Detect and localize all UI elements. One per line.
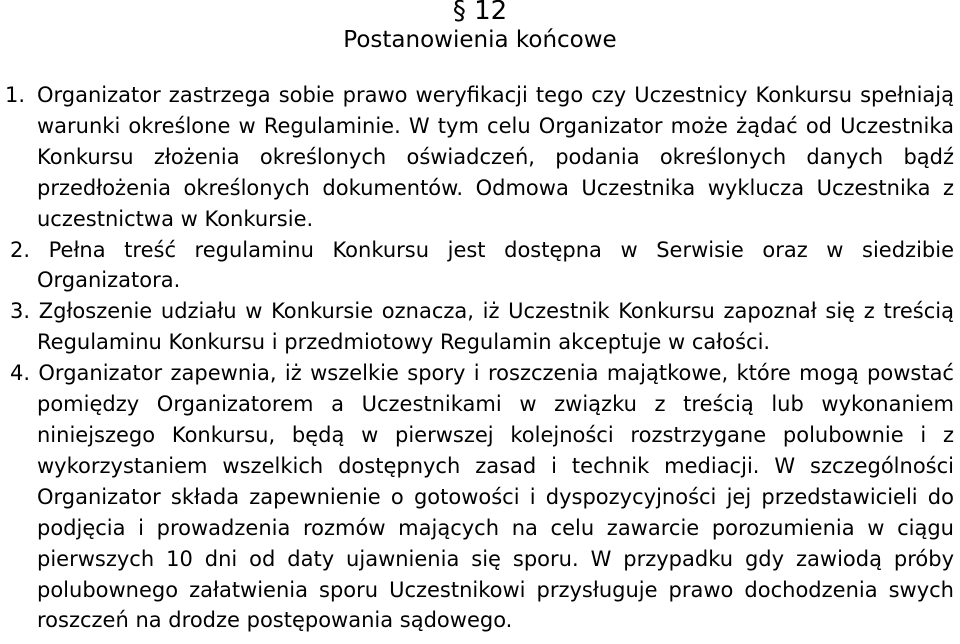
clause-number: 2. bbox=[10, 237, 31, 262]
clause-wrap bbox=[0, 235, 954, 297]
clause-text: Pełna treść regulaminu Konkursu jest dostępna w Serwisie oraz w siedzibie Organizatora. bbox=[37, 237, 954, 293]
clause-4 bbox=[0, 358, 960, 636]
clause-number: 3. bbox=[10, 299, 31, 324]
clause-1 bbox=[0, 80, 960, 235]
clause-number: 4. bbox=[10, 361, 31, 386]
clause-wrap bbox=[0, 358, 954, 636]
section-title: Postanowienia końcowe bbox=[343, 27, 617, 53]
clause-text: Zgłoszenie udziału w Konkursie oznacza, iż Uczestnik Konkursu zapoznał się z treścią Regulaminu Konkursu i przedmiotowy Regulamin akceptuje w całości. bbox=[37, 299, 954, 355]
section-number: § 12 bbox=[452, 0, 508, 26]
clause-number: 1. bbox=[5, 83, 26, 107]
clause-text: Organizator zastrzega sobie prawo weryfikacji tego czy Uczestnicy Konkursu spełniają warunki określone w Regulaminie. W tym celu Organizator może żądać od Uczestnika Konkursu złożenia określonych oświadczeń, podania określonych danych bądź przedłożenia określonych dokumentów. Odmowa Uczestnika wyklucza Uczestnika z uczestnictwa w Konkursie. bbox=[37, 83, 954, 231]
clause-3 bbox=[0, 296, 960, 358]
clause-wrap bbox=[0, 296, 954, 358]
clauses-list bbox=[0, 80, 960, 636]
clause-2 bbox=[0, 235, 960, 297]
clause-text: Organizator zapewnia, iż wszelkie spory i roszczenia majątkowe, które mogą powstać pomiędzy Organizatorem a Uczestnikami w związku z treścią lub wykonaniem niniejszego Konkursu, będą w pierwszej kolejności rozstrzygane polubownie i z wykorzystaniem wszelkich dostępnych zasad i technik mediacji. W szczególności Organizator składa zapewnienie o gotowości i dyspozycyjności jej przedstawicieli do podjęcia i prowadzenia rozmów mających na celu zawarcie porozumienia w ciągu pierwszych 10 dni od daty ujawnienia się sporu. W przypadku gdy zawiodą próby polubownego załatwienia sporu Uczestnikowi przysługuje prawo dochodzenia swych roszczeń na drodze postępowania sądowego. bbox=[37, 361, 954, 633]
